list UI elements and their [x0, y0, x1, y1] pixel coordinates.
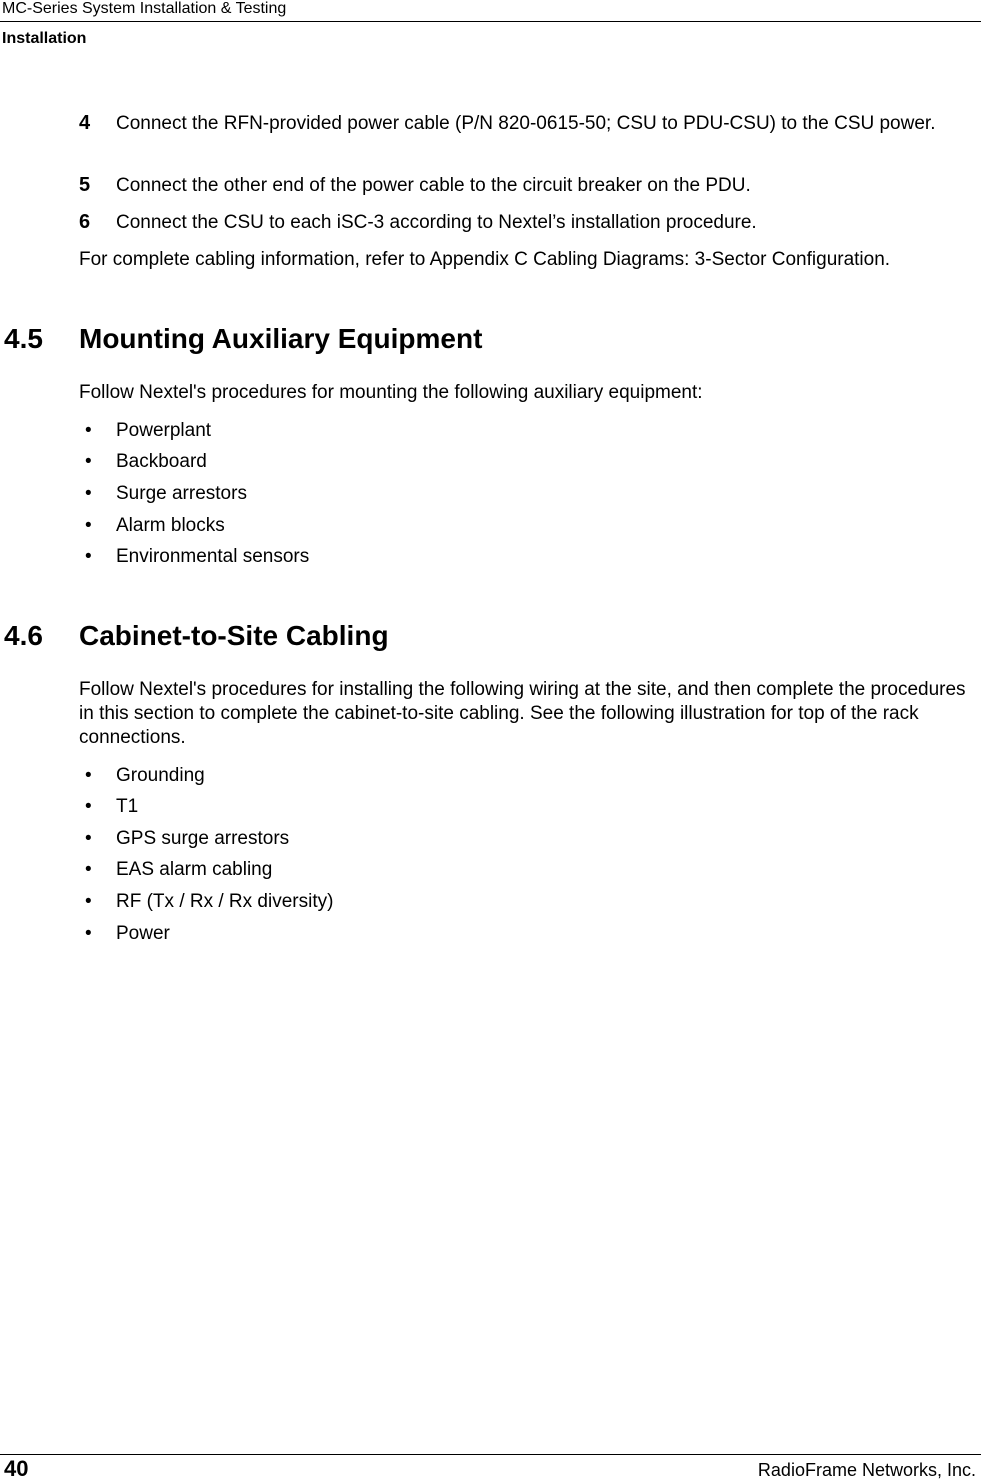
- page-number: 40: [4, 1456, 29, 1481]
- bullet-icon: •: [85, 828, 92, 849]
- bullet-icon: •: [85, 859, 92, 880]
- bullet-icon: •: [85, 546, 92, 567]
- cabling-reference-note: For complete cabling information, refer to Appendix C Cabling Diagrams: 3-Sector Configuration.: [79, 249, 891, 270]
- step-text: Connect the other end of the power cable to the circuit breaker on the PDU.: [116, 175, 751, 196]
- bullet-icon: •: [85, 796, 92, 817]
- bullet-icon: •: [85, 765, 92, 786]
- step-number: 5: [79, 174, 91, 196]
- document-title: MC-Series System Installation & Testing: [2, 0, 287, 17]
- section-number: 4.6: [4, 620, 43, 651]
- header-divider: [0, 21, 981, 22]
- section-title: Cabinet-to-Site Cabling: [79, 620, 389, 651]
- step-text: Connect the RFN-provided power cable (P/N 820-0615-50; CSU to PDU-CSU) to the CSU power.: [116, 113, 936, 134]
- step-text: Connect the CSU to each iSC-3 according to Nextel’s installation procedure.: [116, 212, 757, 233]
- footer-divider: [0, 1454, 981, 1455]
- chapter-label: Installation: [2, 30, 87, 47]
- section-title: Mounting Auxiliary Equipment: [79, 323, 483, 354]
- step-number: 4: [79, 112, 91, 134]
- bullet-icon: •: [85, 923, 92, 944]
- section-4-5-intro: Follow Nextel's procedures for mounting the following auxiliary equipment:: [79, 382, 703, 403]
- footer-company: RadioFrame Networks, Inc.: [757, 1460, 976, 1480]
- bullet-icon: •: [85, 420, 92, 441]
- bullet-icon: •: [85, 891, 92, 912]
- section-number: 4.5: [4, 323, 43, 354]
- step-number: 6: [79, 211, 91, 233]
- bullet-icon: •: [85, 515, 92, 536]
- bullet-icon: •: [85, 483, 92, 504]
- bullet-icon: •: [85, 451, 92, 472]
- section-4-6-intro: Follow Nextel's procedures for installing the following wiring at the site, and then complete the procedures in this section to complete the cabinet-to-site cabling. See the following illustration for top of the rack connections.: [79, 679, 966, 748]
